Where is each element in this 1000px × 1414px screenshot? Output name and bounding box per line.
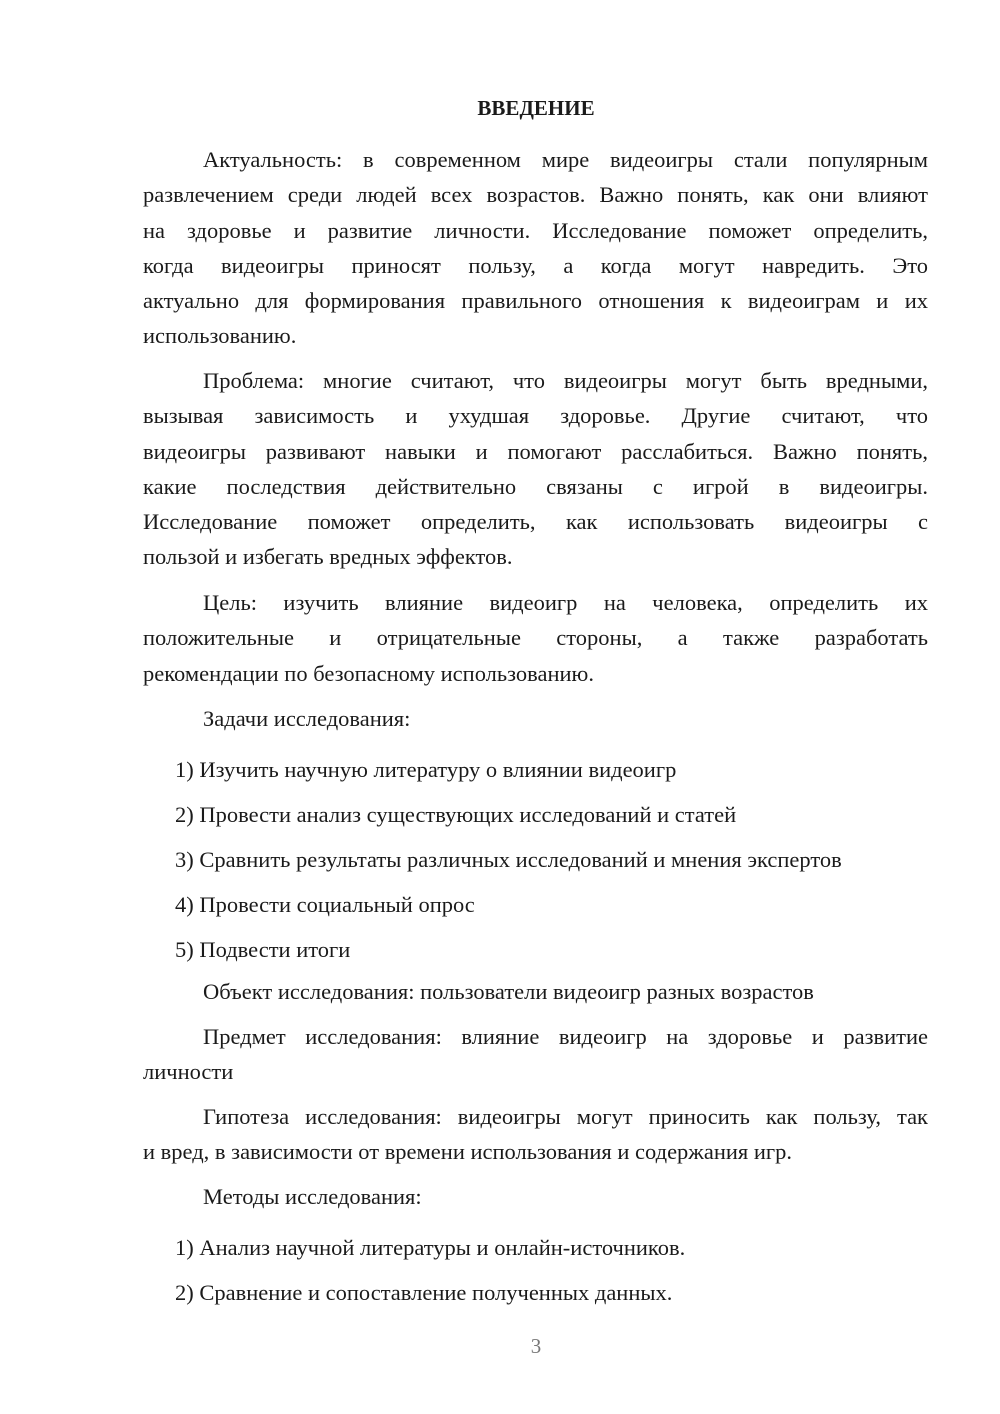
text-line: пользой и избегать вредных эффектов.: [143, 544, 513, 570]
tasks-heading: Задачи исследования:: [203, 706, 411, 731]
text-line: личности: [143, 1059, 234, 1085]
text-line: Цель: изучить влияние видеоигр на человека, определить их: [203, 590, 928, 615]
paragraph-problem: [143, 363, 928, 575]
list-item: 5) Подвести итоги: [175, 937, 351, 962]
text-line: Предмет исследования: влияние видеоигр на здоровье и развитие: [203, 1024, 928, 1049]
methods-heading-block: [143, 1179, 928, 1214]
text-line: актуально для формирования правильного отношения к видеоиграм и их: [143, 288, 928, 314]
text-line: Актуальность: в современном мире видеоигры стали популярным: [203, 147, 928, 172]
tasks-list: [143, 747, 928, 972]
paragraph-relevance: [143, 142, 928, 354]
text-line: положительные и отрицательные стороны, а также разработать: [143, 625, 928, 651]
text-line: когда видеоигры приносят пользу, а когда могут навредить. Это: [143, 252, 928, 278]
text-line: какие последствия действительно связаны с игрой в видеоигры.: [143, 473, 928, 499]
text-line: развлечением среди людей всех возрастов. Важно понять, как они влияют: [143, 182, 928, 208]
paragraph-goal: [143, 585, 928, 691]
list-item: 2) Провести анализ существующих исследований и статей: [175, 802, 737, 827]
text-line: Исследование поможет определить, как использовать видеоигры с: [143, 509, 928, 535]
tasks-heading-block: [143, 701, 928, 736]
text-line: Гипотеза исследования: видеоигры могут приносить как пользу, так: [203, 1104, 928, 1129]
research-object: Объект исследования: пользователи видеоигр разных возрастов: [203, 979, 814, 1004]
paragraph-hypothesis: [143, 1099, 928, 1170]
section-title: ВВЕДЕНИЕ: [477, 96, 595, 120]
list-item: 3) Сравнить результаты различных исследований и мнения экспертов: [175, 847, 842, 872]
text-line: рекомендации по безопасному использованию.: [143, 660, 594, 686]
list-item: 1) Изучить научную литературу о влиянии видеоигр: [175, 757, 677, 782]
object-block: [143, 974, 928, 1009]
page-number: 3: [530, 1334, 542, 1358]
list-item: 4) Провести социальный опрос: [175, 892, 475, 917]
methods-heading: Методы исследования:: [203, 1184, 422, 1209]
methods-list: [143, 1226, 928, 1315]
paragraph-subject: [143, 1019, 928, 1090]
list-item: 1) Анализ научной литературы и онлайн-источников.: [175, 1235, 686, 1260]
text-line: видеоигры развивают навыки и помогают расслабиться. Важно понять,: [143, 438, 928, 464]
text-line: вызывая зависимость и ухудшая здоровье. Другие считают, что: [143, 403, 928, 429]
text-line: и вред, в зависимости от времени использования и содержания игр.: [143, 1139, 793, 1165]
list-item: 2) Сравнение и сопоставление полученных данных.: [175, 1279, 673, 1305]
text-line: использованию.: [143, 323, 297, 349]
text-line: на здоровье и развитие личности. Исследование поможет определить,: [143, 217, 928, 243]
text-line: Проблема: многие считают, что видеоигры могут быть вредными,: [203, 368, 928, 393]
